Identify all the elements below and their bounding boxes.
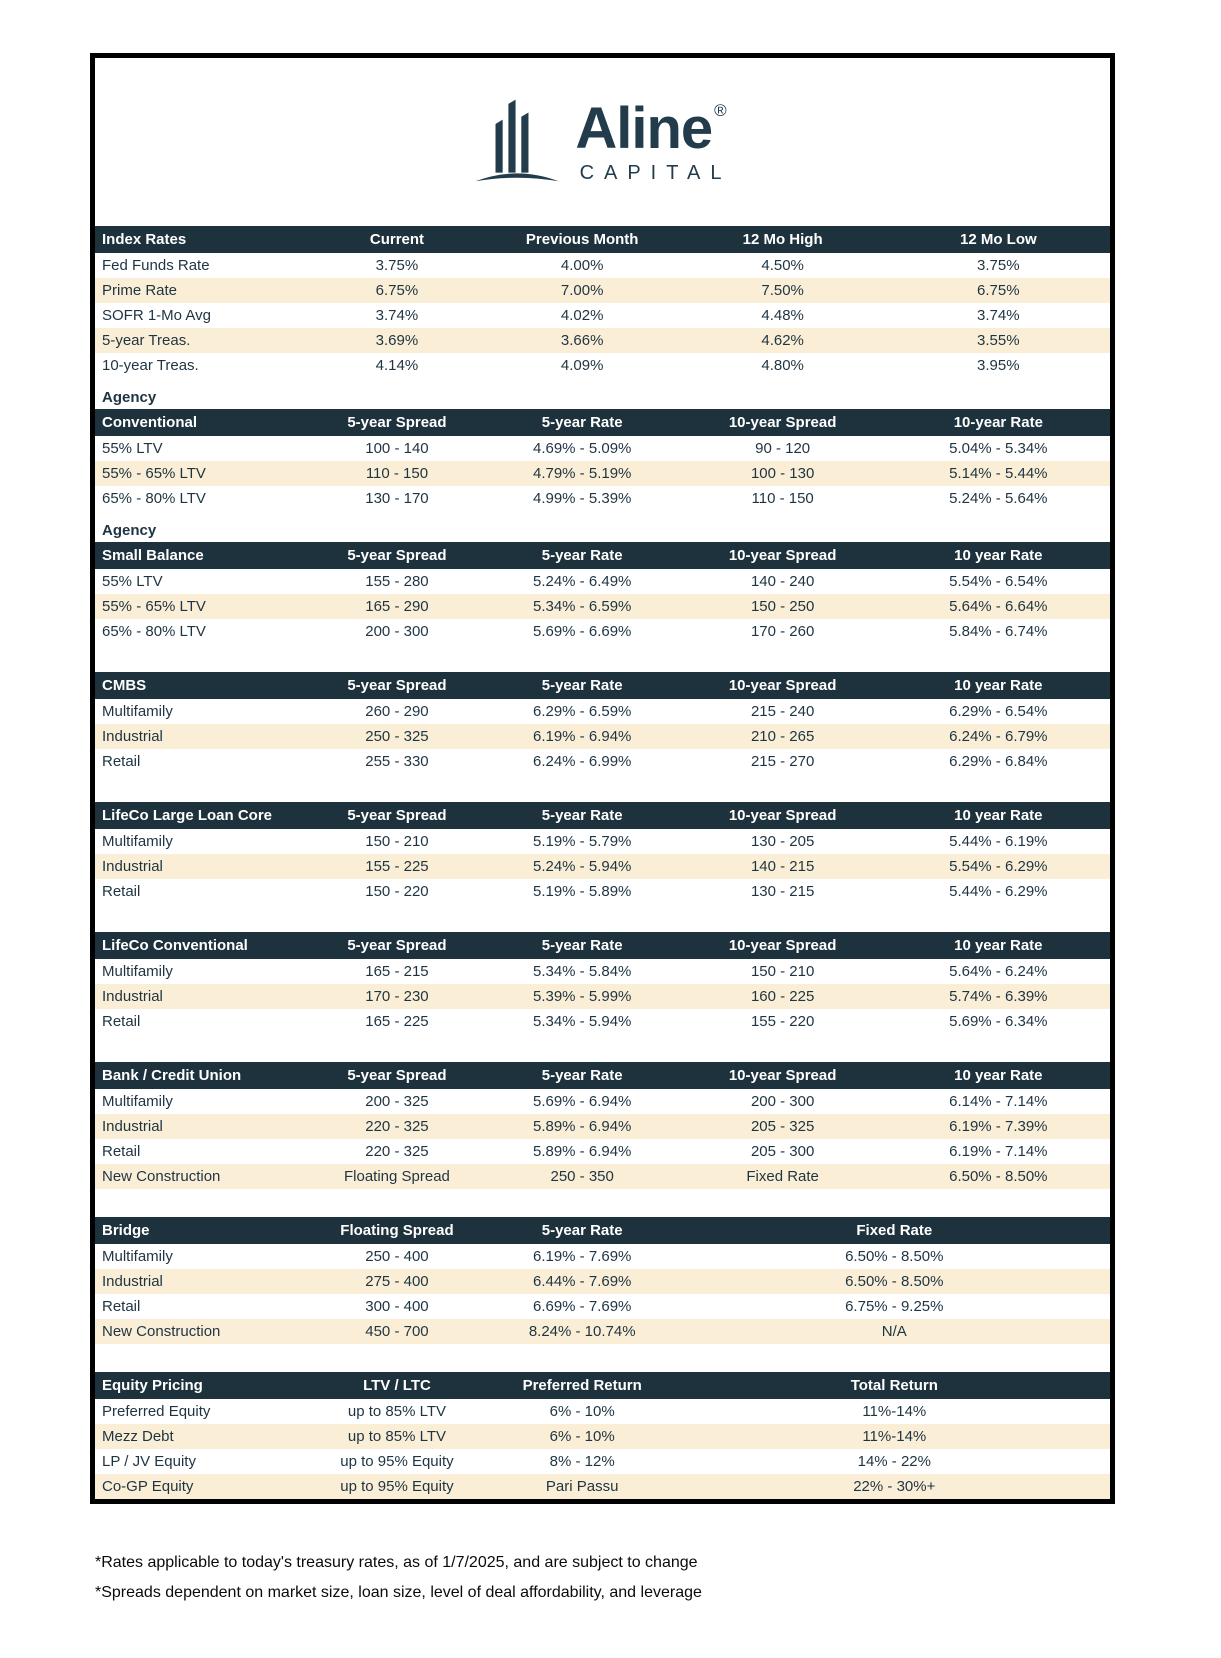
table-header-row	[95, 542, 1110, 569]
table-row	[95, 253, 1110, 278]
value-cell: 110 - 150	[751, 490, 814, 507]
value-cell: 220 - 325	[365, 1143, 429, 1160]
value-cell: 4.99% - 5.39%	[532, 490, 632, 507]
header-cell: 10 year Rate	[954, 807, 1043, 824]
header-cell: 5-year Rate	[541, 807, 623, 824]
value-cell: 250 - 325	[365, 728, 429, 745]
value-cell: 110 - 150	[365, 465, 429, 482]
value-cell: 11%-14%	[862, 1428, 927, 1445]
footnote-spreads: *Spreads dependent on market size, loan size, level of deal affordability, and leverage	[95, 1583, 702, 1601]
header-cell: 5-year Rate	[541, 414, 623, 431]
table-row	[95, 1294, 1110, 1319]
value-cell: 6.29% - 6.59%	[532, 703, 632, 720]
value-cell: up to 85% LTV	[347, 1428, 447, 1445]
value-cell: up to 85% LTV	[347, 1403, 447, 1420]
value-cell: 205 - 325	[750, 1118, 815, 1135]
value-cell: 3.74%	[977, 307, 1020, 324]
value-cell: 6.24% - 6.99%	[532, 753, 632, 770]
row-label-cell: Multifamily	[102, 1248, 173, 1265]
value-cell: 5.69% - 6.94%	[532, 1093, 632, 1110]
value-cell: 6.19% - 7.39%	[949, 1118, 1048, 1135]
table-lifeco-large-loan-core	[95, 802, 1110, 904]
value-cell: 100 - 140	[365, 440, 429, 457]
row-label-cell: Industrial	[102, 1273, 163, 1290]
value-cell: 6.50% - 8.50%	[949, 1168, 1048, 1185]
value-cell: 275 - 400	[365, 1273, 429, 1290]
value-cell: 5.24% - 6.49%	[532, 573, 632, 590]
value-cell: 22% - 30%+	[853, 1478, 936, 1495]
table-header-row	[95, 802, 1110, 829]
row-label-cell: Retail	[102, 1298, 141, 1315]
value-cell: 3.74%	[375, 307, 419, 324]
value-cell: 5.14% - 5.44%	[949, 465, 1048, 482]
value-cell: 5.54% - 6.54%	[949, 573, 1048, 590]
value-cell: 170 - 260	[750, 623, 815, 640]
header-cell: 10-year Spread	[728, 677, 837, 694]
value-cell: 150 - 250	[750, 598, 815, 615]
value-cell: 5.44% - 6.29%	[949, 883, 1048, 900]
table-row	[95, 1474, 1110, 1499]
footnotes	[95, 1548, 995, 1607]
value-cell: 5.34% - 5.84%	[532, 963, 632, 980]
table-row	[95, 1244, 1110, 1269]
value-cell: 8% - 12%	[549, 1453, 615, 1470]
value-cell: 5.64% - 6.64%	[949, 598, 1048, 615]
value-cell: 3.75%	[977, 257, 1020, 274]
header-cell: 12 Mo Low	[959, 231, 1037, 248]
header-cell: CMBS	[102, 677, 147, 694]
table-row	[95, 486, 1110, 511]
value-cell: 155 - 225	[365, 858, 429, 875]
value-cell: 6.50% - 8.50%	[845, 1248, 944, 1265]
brand-logo-inner	[474, 87, 732, 191]
header-cell: 5-year Rate	[541, 547, 623, 564]
table-header-row	[95, 672, 1110, 699]
value-cell: 165 - 290	[365, 598, 429, 615]
header-cell: 10-year Rate	[953, 414, 1043, 431]
table-row	[95, 984, 1110, 1009]
value-cell: 210 - 265	[750, 728, 815, 745]
value-cell: 5.39% - 5.99%	[532, 988, 632, 1005]
value-cell: 150 - 210	[750, 963, 815, 980]
value-cell: 5.04% - 5.34%	[949, 440, 1048, 457]
value-cell: up to 95% Equity	[340, 1478, 454, 1495]
table-agency-small-balance	[95, 520, 1110, 644]
value-cell: 200 - 325	[365, 1093, 429, 1110]
value-cell: 3.69%	[375, 332, 419, 349]
row-label-cell: Multifamily	[102, 703, 173, 720]
row-label-cell: Preferred Equity	[102, 1403, 211, 1420]
row-label-cell: Prime Rate	[102, 282, 178, 299]
value-cell: 250 - 400	[365, 1248, 429, 1265]
value-cell: 5.24% - 5.94%	[532, 858, 632, 875]
brand-text	[570, 96, 732, 191]
table-lifeco-conventional	[95, 932, 1110, 1034]
value-cell: 170 - 230	[365, 988, 429, 1005]
section-label-agency: Agency	[102, 389, 157, 406]
table-header-row	[95, 932, 1110, 959]
value-cell: Floating Spread	[344, 1168, 450, 1185]
value-cell: 3.55%	[977, 332, 1020, 349]
row-label-cell: 55% LTV	[102, 573, 163, 590]
header-cell: 10-year Spread	[728, 807, 837, 824]
value-cell: 4.62%	[761, 332, 804, 349]
value-cell: 5.74% - 6.39%	[949, 988, 1048, 1005]
table-cmbs	[95, 672, 1110, 774]
header-cell: Current	[369, 231, 425, 248]
value-cell: 4.80%	[761, 357, 804, 374]
header-cell: Conventional	[102, 414, 198, 431]
value-cell: 6.24% - 6.79%	[949, 728, 1048, 745]
value-cell: 6.19% - 6.94%	[532, 728, 632, 745]
header-cell: 5-year Rate	[541, 677, 623, 694]
table-row	[95, 959, 1110, 984]
row-label-cell: New Construction	[102, 1323, 221, 1340]
row-label-cell: Co-GP Equity	[102, 1478, 194, 1495]
value-cell: 6.75%	[375, 282, 419, 299]
value-cell: 140 - 240	[750, 573, 815, 590]
value-cell: 140 - 215	[750, 858, 815, 875]
table-index-rates	[95, 226, 1110, 378]
value-cell: 6.19% - 7.69%	[532, 1248, 632, 1265]
value-cell: 5.89% - 6.94%	[532, 1118, 632, 1135]
row-label-cell: Retail	[102, 883, 141, 900]
value-cell: 165 - 215	[365, 963, 429, 980]
value-cell: 155 - 280	[365, 573, 429, 590]
row-label-cell: Multifamily	[102, 963, 173, 980]
value-cell: 6.75%	[977, 282, 1020, 299]
value-cell: Fixed Rate	[746, 1168, 819, 1185]
value-cell: 4.50%	[761, 257, 804, 274]
header-cell: Previous Month	[525, 231, 639, 248]
brand-logo	[95, 58, 1110, 206]
value-cell: 260 - 290	[365, 703, 429, 720]
value-cell: N/A	[881, 1323, 907, 1340]
header-cell: 10 year Rate	[954, 937, 1043, 954]
header-cell: LTV / LTC	[363, 1377, 431, 1394]
table-header-row	[95, 1062, 1110, 1089]
value-cell: 4.79% - 5.19%	[532, 465, 632, 482]
value-cell: 6.29% - 6.54%	[949, 703, 1048, 720]
header-cell: 10-year Spread	[728, 937, 837, 954]
value-cell: 255 - 330	[365, 753, 429, 770]
table-row	[95, 461, 1110, 486]
value-cell: 5.64% - 6.24%	[949, 963, 1048, 980]
row-label-cell: 65% - 80% LTV	[102, 490, 206, 507]
header-cell: 10-year Spread	[728, 1067, 837, 1084]
value-cell: 6% - 10%	[549, 1403, 615, 1420]
table-row	[95, 278, 1110, 303]
row-label-cell: 65% - 80% LTV	[102, 623, 206, 640]
header-cell: Index Rates	[102, 231, 187, 248]
row-label-cell: SOFR 1-Mo Avg	[102, 307, 211, 324]
value-cell: 6.29% - 6.84%	[949, 753, 1048, 770]
table-row	[95, 1139, 1110, 1164]
row-label-cell: Retail	[102, 1143, 141, 1160]
row-label-cell: 55% - 65% LTV	[102, 465, 206, 482]
value-cell: 4.02%	[560, 307, 604, 324]
value-cell: 5.54% - 6.29%	[949, 858, 1048, 875]
table-row	[95, 1269, 1110, 1294]
header-cell: Fixed Rate	[856, 1222, 933, 1239]
value-cell: 215 - 240	[750, 703, 815, 720]
brand-subtitle: CAPITAL	[579, 162, 732, 184]
value-cell: 3.75%	[375, 257, 419, 274]
row-label-cell: Industrial	[102, 988, 163, 1005]
table-row	[95, 328, 1110, 353]
table-equity-pricing	[95, 1372, 1110, 1499]
value-cell: 3.95%	[977, 357, 1020, 374]
value-cell: 5.34% - 5.94%	[532, 1013, 632, 1030]
row-label-cell: 55% LTV	[102, 440, 163, 457]
header-cell: Total Return	[850, 1377, 938, 1394]
header-cell: 5-year Spread	[347, 937, 447, 954]
row-label-cell: Retail	[102, 1013, 141, 1030]
header-cell: 10-year Spread	[728, 547, 837, 564]
table-row	[95, 854, 1110, 879]
table-row	[95, 1164, 1110, 1189]
table-row	[95, 829, 1110, 854]
value-cell: 150 - 210	[365, 833, 429, 850]
value-cell: 205 - 300	[750, 1143, 815, 1160]
header-cell: Preferred Return	[522, 1377, 642, 1394]
value-cell: 6.19% - 7.14%	[949, 1143, 1048, 1160]
value-cell: 8.24% - 10.74%	[528, 1323, 636, 1340]
rate-tables	[95, 226, 1110, 1499]
value-cell: 215 - 270	[750, 753, 815, 770]
value-cell: 4.00%	[560, 257, 604, 274]
value-cell: 5.24% - 5.64%	[949, 490, 1048, 507]
table-header-row	[95, 1372, 1110, 1399]
value-cell: 200 - 300	[750, 1093, 815, 1110]
header-cell: 5-year Rate	[541, 1222, 623, 1239]
value-cell: 6.69% - 7.69%	[532, 1298, 632, 1315]
row-label-cell: LP / JV Equity	[102, 1453, 196, 1470]
value-cell: 6.14% - 7.14%	[949, 1093, 1048, 1110]
header-cell: 5-year Spread	[347, 677, 447, 694]
header-cell: Floating Spread	[340, 1222, 454, 1239]
table-row	[95, 1399, 1110, 1424]
value-cell: 90 - 120	[755, 440, 811, 457]
row-label-cell: 55% - 65% LTV	[102, 598, 206, 615]
value-cell: 6.50% - 8.50%	[845, 1273, 944, 1290]
value-cell: 220 - 325	[365, 1118, 429, 1135]
table-row	[95, 1114, 1110, 1139]
header-cell: 12 Mo High	[742, 231, 823, 248]
value-cell: 200 - 300	[365, 623, 429, 640]
header-cell: 5-year Spread	[347, 414, 447, 431]
value-cell: 6.44% - 7.69%	[532, 1273, 632, 1290]
value-cell: 5.19% - 5.89%	[532, 883, 632, 900]
table-header-row	[95, 1217, 1110, 1244]
header-cell: 5-year Spread	[347, 807, 447, 824]
table-row	[95, 879, 1110, 904]
value-cell: 130 - 215	[750, 883, 815, 900]
table-bank-credit-union	[95, 1062, 1110, 1189]
brand-name-text: Aline	[575, 96, 713, 161]
table-bridge	[95, 1217, 1110, 1344]
value-cell: 14% - 22%	[857, 1453, 931, 1470]
header-cell: 10 year Rate	[954, 1067, 1043, 1084]
value-cell: 5.89% - 6.94%	[532, 1143, 632, 1160]
value-cell: 155 - 220	[750, 1013, 815, 1030]
table-row	[95, 303, 1110, 328]
footnote-rates: *Rates applicable to today's treasury rates, as of 1/7/2025, and are subject to change	[95, 1554, 698, 1571]
table-row	[95, 594, 1110, 619]
header-cell: Equity Pricing	[102, 1377, 203, 1394]
table-header-row	[95, 226, 1110, 253]
value-cell: 5.69% - 6.69%	[532, 623, 632, 640]
header-cell: 10 year Rate	[954, 677, 1043, 694]
header-cell: Small Balance	[102, 547, 204, 564]
value-cell: 3.66%	[560, 332, 604, 349]
skyline-bars-icon	[474, 87, 560, 191]
value-cell: 5.44% - 6.19%	[949, 833, 1048, 850]
value-cell: 150 - 220	[365, 883, 429, 900]
value-cell: 5.19% - 5.79%	[532, 833, 632, 850]
value-cell: 11%-14%	[862, 1403, 927, 1420]
value-cell: 4.69% - 5.09%	[532, 440, 632, 457]
rate-sheet	[90, 53, 1115, 1504]
value-cell: 4.48%	[761, 307, 804, 324]
table-row	[95, 569, 1110, 594]
table-row	[95, 1089, 1110, 1114]
header-cell: 10 year Rate	[954, 547, 1043, 564]
table-agency-conventional	[95, 387, 1110, 511]
value-cell: 6% - 10%	[549, 1428, 615, 1445]
value-cell: 100 - 130	[750, 465, 815, 482]
value-cell: 165 - 225	[365, 1013, 429, 1030]
section-label-agency: Agency	[102, 522, 157, 539]
value-cell: 7.50%	[761, 282, 804, 299]
header-cell: LifeCo Conventional	[102, 937, 248, 954]
value-cell: 5.84% - 6.74%	[949, 623, 1048, 640]
brand-name	[575, 96, 726, 161]
table-row	[95, 1319, 1110, 1344]
value-cell: 7.00%	[560, 282, 604, 299]
value-cell: 250 - 350	[550, 1168, 614, 1185]
table-row	[95, 724, 1110, 749]
value-cell: 300 - 400	[365, 1298, 429, 1315]
table-row	[95, 436, 1110, 461]
value-cell: 4.14%	[375, 357, 419, 374]
table-row	[95, 353, 1110, 378]
value-cell: 130 - 205	[750, 833, 815, 850]
header-cell: Bridge	[102, 1222, 150, 1239]
value-cell: up to 95% Equity	[340, 1453, 454, 1470]
value-cell: 5.69% - 6.34%	[949, 1013, 1048, 1030]
header-cell: 5-year Rate	[541, 1067, 623, 1084]
row-label-cell: Multifamily	[102, 833, 173, 850]
table-row	[95, 1449, 1110, 1474]
header-cell: Bank / Credit Union	[102, 1067, 242, 1084]
row-label-cell: Industrial	[102, 728, 163, 745]
row-label-cell: New Construction	[102, 1168, 221, 1185]
header-cell: 5-year Spread	[347, 1067, 447, 1084]
header-cell: 5-year Spread	[347, 547, 447, 564]
table-row	[95, 1009, 1110, 1034]
table-header-row	[95, 409, 1110, 436]
row-label-cell: Retail	[102, 753, 141, 770]
row-label-cell: Fed Funds Rate	[102, 257, 210, 274]
table-row	[95, 619, 1110, 644]
row-label-cell: 5-year Treas.	[102, 332, 191, 349]
table-row	[95, 1424, 1110, 1449]
value-cell: 160 - 225	[750, 988, 815, 1005]
header-cell: 5-year Rate	[541, 937, 623, 954]
header-cell: 10-year Spread	[728, 414, 837, 431]
row-label-cell: 10-year Treas.	[102, 357, 199, 374]
row-label-cell: Multifamily	[102, 1093, 173, 1110]
registered-mark: ®	[714, 101, 726, 120]
table-row	[95, 699, 1110, 724]
table-row	[95, 749, 1110, 774]
row-label-cell: Industrial	[102, 1118, 163, 1135]
value-cell: 130 - 170	[365, 490, 429, 507]
header-cell: LifeCo Large Loan Core	[102, 807, 273, 824]
value-cell: 5.34% - 6.59%	[532, 598, 632, 615]
row-label-cell: Industrial	[102, 858, 163, 875]
value-cell: 4.09%	[560, 357, 604, 374]
value-cell: Pari Passu	[545, 1478, 619, 1495]
value-cell: 6.75% - 9.25%	[845, 1298, 944, 1315]
row-label-cell: Mezz Debt	[102, 1428, 174, 1445]
value-cell: 450 - 700	[365, 1323, 429, 1340]
